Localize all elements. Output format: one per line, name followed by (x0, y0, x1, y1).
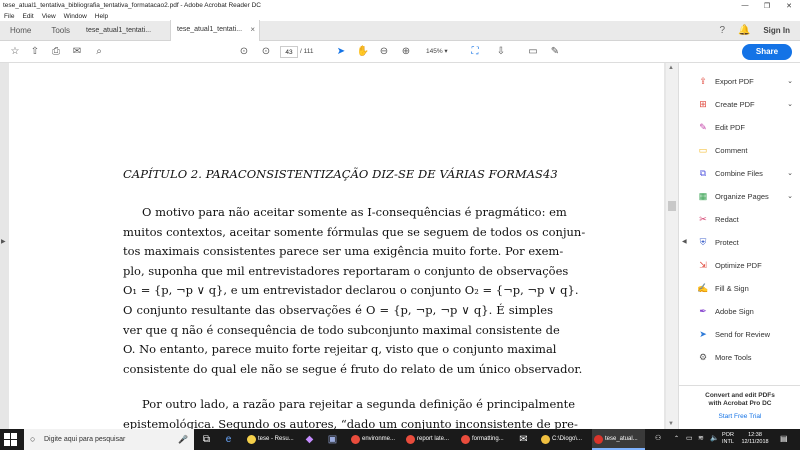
page-total: / 111 (300, 48, 314, 55)
email-icon[interactable]: ✉ (72, 46, 82, 57)
minimize-button[interactable]: — (741, 2, 749, 9)
paragraph-1 (123, 203, 586, 379)
tool-label: Edit PDF (715, 122, 746, 132)
taskbar-task[interactable] (539, 429, 589, 450)
start-free-trial-link[interactable]: Start Free Trial (718, 413, 762, 420)
menu-help[interactable]: Help (94, 12, 109, 20)
app-window-icon[interactable]: ▣ (327, 434, 338, 445)
tool-label: Export PDF (715, 76, 754, 86)
comment-icon: ▭ (698, 145, 708, 155)
tool-label: Adobe Sign (715, 306, 754, 316)
vertical-scrollbar[interactable] (666, 63, 678, 429)
upload-cloud-icon[interactable]: ⇧ (30, 46, 40, 57)
app-icon (461, 435, 470, 444)
text-line: consistente do qual ele não se segue é fruto do relato de um único observador. (123, 361, 583, 376)
zoom-select[interactable]: 145% ▾ (426, 48, 448, 55)
text-line: ver que q não é consequência de todo subconjunto maximal consistente de (123, 322, 560, 337)
star-icon[interactable]: ☆ (10, 46, 20, 57)
network-icon[interactable]: ▭ (686, 435, 693, 442)
text-line: O conjunto resultante das observações é O = {p, ¬p, ¬p ∨ q}. É simples (123, 302, 553, 317)
clock-date: 12/11/2018 (741, 439, 769, 445)
share-label: Share (755, 47, 779, 56)
taskbar-task[interactable] (245, 429, 299, 450)
menu-file[interactable]: File (4, 12, 15, 20)
text-line: plo, suponha que mil entrevistadores reportaram o conjunto de observações (123, 263, 569, 278)
tool-label: Organize Pages (715, 191, 769, 201)
right-panel-toggle-icon[interactable]: ◀ (682, 239, 687, 245)
promo-box (679, 385, 800, 420)
search-circle-icon: ○ (30, 434, 36, 444)
zoom-in-icon[interactable]: ⊕ (401, 46, 411, 57)
tool-fill-sign[interactable] (697, 281, 797, 295)
menu-bar (0, 11, 800, 21)
windows-start-icon[interactable] (4, 433, 17, 446)
window-title: tese_atual1_tentativa_bibliografia_tentativa_formatacao2.pdf - Adobe Acrobat Reader DC (3, 2, 262, 9)
clock-time: 12:38 (748, 432, 762, 438)
previous-page-icon[interactable]: ⊙ (239, 46, 249, 57)
page-number-input[interactable]: 43 (280, 46, 298, 58)
zoom-out-icon[interactable]: ⊖ (379, 46, 389, 57)
tool-redact[interactable] (697, 212, 797, 226)
notifications-icon[interactable]: ▤ (780, 434, 788, 443)
chevron-down-icon[interactable]: ⌄ (787, 78, 793, 85)
tray-chevron-icon[interactable]: ⌃ (674, 436, 680, 442)
task-view-icon[interactable]: ⧉ (202, 434, 211, 445)
scroll-up-icon[interactable]: ▲ (668, 65, 674, 71)
tool-label: Fill & Sign (715, 283, 749, 293)
wifi-icon[interactable]: ≋ (698, 435, 704, 442)
chapter-heading: CAPÍTULO 2. PARACONSISTENTIZAÇÃO DIZ-SE DE VÁRIAS FORMAS43 (123, 167, 558, 181)
close-tab-icon[interactable]: × (250, 25, 256, 34)
protect-icon: ⛨ (699, 237, 707, 247)
edit-pdf-icon: ✎ (699, 122, 707, 132)
fit-page-icon[interactable]: ⛶ (471, 46, 479, 57)
taskbar-search-placeholder: Digite aqui para pesquisar (44, 436, 126, 443)
share-button[interactable] (742, 44, 792, 60)
chevron-down-icon[interactable]: ⌄ (787, 193, 793, 200)
taskbar-task[interactable] (349, 429, 403, 450)
tool-combine-files[interactable] (697, 166, 797, 180)
print-icon[interactable]: ⎙ (52, 46, 60, 57)
tab-document-1-label: tese_atual1_tentati... (86, 26, 152, 34)
tool-label: Redact (715, 214, 739, 224)
tool-label: Send for Review (715, 329, 771, 339)
left-panel-toggle-icon[interactable]: ▶ (1, 239, 6, 245)
tool-send-for-review[interactable] (697, 327, 797, 341)
language-bottom: INTL (722, 439, 734, 445)
pdf-page (9, 63, 664, 429)
mail-icon[interactable]: ✉ (519, 434, 528, 445)
tab-bar-right (711, 25, 800, 36)
tab-home[interactable]: Home (10, 25, 32, 35)
comment-icon[interactable]: ▭ (528, 46, 538, 57)
scroll-down-icon[interactable]: ▼ (668, 421, 674, 427)
help-icon[interactable]: ? (719, 25, 726, 36)
tools-panel (678, 63, 800, 429)
windows-taskbar (0, 429, 800, 450)
volume-icon[interactable]: 🔈 (710, 435, 719, 442)
tab-bar (0, 21, 800, 41)
adobe-sign-icon: ✒ (699, 306, 707, 316)
combine-files-icon: ⧉ (699, 168, 707, 178)
search-icon[interactable]: ⌕ (96, 46, 102, 57)
app-icon (247, 435, 256, 444)
text-line: O₁ = {p, ¬p ∨ q}, e um entrevistador declarou o conjunto O₂ = {¬p, ¬p ∨ q}. (123, 283, 579, 298)
taskbar-task[interactable] (459, 429, 513, 450)
create-pdf-icon: ⊞ (699, 99, 707, 109)
fill-sign-icon: ✍ (697, 283, 709, 293)
app-icon (594, 435, 603, 444)
promo-line-2: with Acrobat Pro DC (708, 400, 772, 407)
tool-label: Optimize PDF (715, 260, 762, 270)
promo-line-1: Convert and edit PDFs (705, 392, 775, 399)
text-line: epistemológica. Segundo os autores, “dado um conjunto inconsistente de pre- (123, 416, 578, 429)
chevron-down-icon[interactable]: ⌄ (787, 101, 793, 108)
close-window-button[interactable]: ✕ (786, 2, 792, 10)
menu-view[interactable]: View (41, 12, 56, 20)
export-pdf-icon: ⇪ (699, 76, 707, 86)
text-line: O motivo para não aceitar somente as I-consequências é pragmático: em (142, 205, 567, 219)
chevron-down-icon[interactable]: ⌄ (787, 170, 793, 177)
tool-comment[interactable] (697, 143, 797, 157)
paragraph-2 (123, 395, 578, 429)
bell-icon[interactable]: 🔔 (738, 25, 751, 36)
tool-export-pdf[interactable] (697, 74, 797, 88)
tool-label: Combine Files (715, 168, 763, 178)
task-label: report late... (417, 436, 450, 442)
tool-label: Protect (715, 237, 739, 247)
task-label: tese - Resu... (258, 436, 294, 442)
next-page-icon[interactable]: ⊙ (261, 46, 271, 57)
people-icon[interactable]: ⚇ (655, 435, 662, 442)
pen-icon[interactable]: ✎ (550, 46, 560, 57)
tool-label: Create PDF (715, 99, 755, 109)
app-icon (406, 435, 415, 444)
sign-in-button[interactable]: Sign In (763, 26, 790, 35)
tab-document-2-label: tese_atual1_tentati... (177, 26, 243, 33)
text-line: tos maximais consistentes parece ser uma exigência muito forte. Por exem- (123, 244, 564, 259)
edge-browser-icon[interactable]: e (225, 434, 232, 445)
app-icon (541, 435, 550, 444)
menu-window[interactable]: Window (63, 12, 87, 20)
tool-adobe-sign[interactable] (697, 304, 797, 318)
language-indicator[interactable] (722, 432, 734, 446)
language-top: POR (722, 432, 734, 438)
text-line: muitos contextos, aceitar somente fórmulas que se seguem de todos os conjun- (123, 224, 586, 239)
tool-label: Comment (715, 145, 748, 155)
tool-label: More Tools (715, 352, 752, 362)
more-tools-icon: ⚙ (698, 352, 708, 362)
title-bar (0, 0, 800, 11)
redact-icon: ✂ (699, 214, 707, 224)
toolbar (0, 41, 800, 63)
organize-pages-icon: ▦ (698, 191, 708, 201)
tool-more-tools[interactable] (697, 350, 797, 364)
task-label: formatting... (472, 436, 504, 442)
tool-optimize-pdf[interactable] (697, 258, 797, 272)
text-line: Por outro lado, a razão para rejeitar a segunda definição é principalmente (142, 397, 576, 411)
app-icon (351, 435, 360, 444)
taskbar-task[interactable] (404, 429, 458, 450)
task-label: environme... (362, 436, 396, 442)
optimize-pdf-icon: ⇲ (699, 260, 707, 270)
send-for-review-icon: ➤ (699, 329, 707, 339)
scrollbar-thumb[interactable] (668, 201, 676, 211)
scroll-mode-icon[interactable]: ⇩ (496, 46, 506, 57)
task-label: tese_atual... (605, 436, 638, 442)
tool-protect[interactable] (697, 235, 797, 249)
tool-edit-pdf[interactable] (697, 120, 797, 134)
menu-edit[interactable]: Edit (22, 12, 34, 20)
task-label: C:\Diogo\... (552, 436, 583, 442)
tab-document-2[interactable] (170, 20, 260, 41)
visual-studio-icon[interactable]: ◆ (305, 434, 314, 445)
tool-organize-pages[interactable] (697, 189, 797, 203)
taskbar-task[interactable] (592, 429, 645, 450)
hand-tool-icon[interactable]: ✋ (356, 46, 370, 57)
microphone-icon[interactable]: 🎤 (178, 435, 188, 444)
taskbar-search-box[interactable] (24, 429, 194, 450)
zoom-value: 145% (426, 48, 443, 55)
text-line: O. No entanto, parece muito forte rejeitar q, visto que o conjunto maximal (123, 342, 557, 357)
document-area (0, 63, 678, 429)
tab-tools[interactable]: Tools (51, 25, 71, 35)
tab-document-1[interactable] (80, 21, 170, 41)
select-cursor-icon[interactable]: ➤ (336, 46, 346, 57)
taskbar-clock[interactable] (740, 432, 770, 446)
maximize-button[interactable]: ❐ (763, 2, 771, 10)
tool-create-pdf[interactable] (697, 97, 797, 111)
